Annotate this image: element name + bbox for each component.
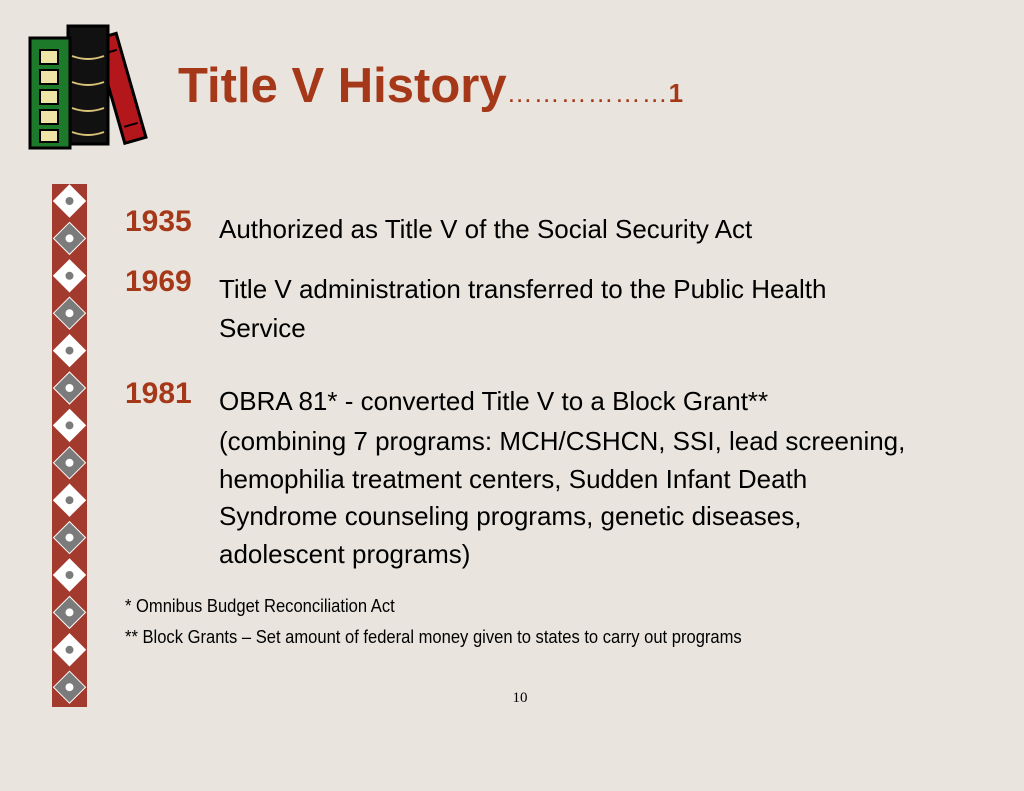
entry-year: 1981 — [125, 377, 192, 410]
strip-diamond-dot — [66, 347, 74, 355]
entry-year: 1935 — [125, 205, 192, 238]
strip-diamond-dot — [66, 272, 74, 280]
entry-text: Authorized as Title V of the Social Security Act — [219, 214, 753, 244]
strip-diamond-dot — [66, 384, 74, 392]
footnote-block-grants: ** Block Grants – Set amount of federal money given to states to carry out programs — [125, 627, 742, 647]
entry-text: OBRA 81* - converted Title V to a Block Grant** — [219, 386, 769, 416]
entry-text: Title V administration transferred to the Public Health Service — [219, 274, 827, 343]
strip-diamond-dot — [66, 309, 74, 317]
footnote-obra: * Omnibus Budget Reconciliation Act — [125, 596, 395, 616]
strip-diamond-dot — [66, 646, 74, 654]
title-dots: ……………… — [506, 78, 669, 108]
books-icon — [24, 20, 160, 156]
strip-diamond-dot — [66, 571, 74, 579]
strip-diamond-dot — [66, 496, 74, 504]
title-text: Title V History — [178, 59, 507, 113]
strip-diamond-dot — [66, 683, 74, 691]
strip-diamond-dot — [66, 234, 74, 242]
strip-diamond-dot — [66, 421, 74, 429]
page-title — [178, 58, 683, 121]
page-number: 10 — [512, 690, 528, 706]
entry-year: 1969 — [125, 265, 192, 298]
strip-diamond-dot — [66, 459, 74, 467]
strip-diamond-dot — [66, 534, 74, 542]
title-number: 1 — [668, 78, 684, 108]
decorative-diamond-strip — [52, 184, 87, 707]
block-grant-programs-note: (combining 7 programs: MCH/CSHCN, SSI, lead screening, hemophilia treatment centers, Sudden Infant Death Syndrome counseling programs, genetic diseases, adolescent programs) — [219, 426, 906, 569]
strip-diamond-dot — [66, 197, 74, 205]
strip-diamond-dot — [66, 608, 74, 616]
